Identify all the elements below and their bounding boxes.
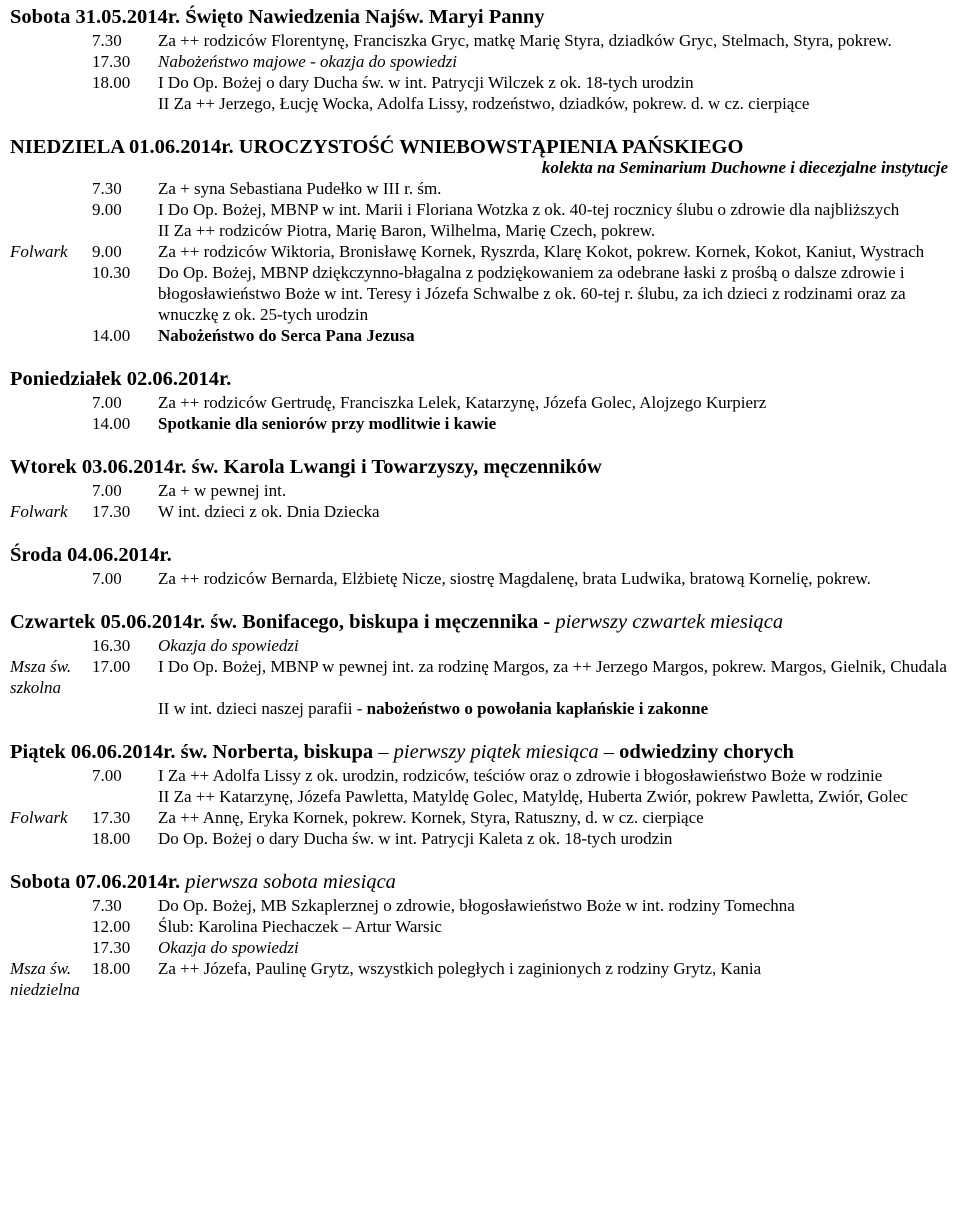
mass-time: 17.30 — [92, 52, 131, 71]
intention-text — [158, 916, 950, 937]
intention-part: nabożeństwo o powołania kapłańskie i zakonne — [366, 699, 709, 718]
schedule-row — [10, 178, 950, 199]
intention-text — [158, 635, 950, 656]
intention-text — [158, 413, 950, 434]
day-section — [10, 609, 950, 719]
day-header-part: pierwszy czwartek miesiąca — [555, 611, 784, 633]
intention-text — [158, 199, 950, 220]
day-header-part: NIEDZIELA 01.06.2014r. UROCZYSTOŚĆ WNIEBOWSTĄPIENIA PAŃSKIEGO — [10, 136, 744, 158]
location-label — [10, 635, 92, 656]
schedule-row — [10, 72, 950, 93]
schedule-row — [10, 807, 950, 828]
location-label — [10, 480, 92, 501]
day-header — [10, 739, 950, 765]
intention-text — [158, 480, 950, 501]
schedule-row — [10, 480, 950, 501]
schedule-row — [10, 656, 950, 698]
location-label — [10, 828, 92, 849]
intention-text — [158, 178, 950, 199]
intention-text — [158, 93, 950, 114]
day-section — [10, 739, 950, 849]
location-label — [10, 30, 92, 51]
intention-part: Za ++ rodziców Gertrudę, Franciszka Lelek, Katarzynę, Józefa Golec, Alojzego Kurpierz — [158, 393, 767, 412]
intention-part: - — [305, 52, 320, 71]
mass-time: 7.00 — [92, 393, 122, 412]
mass-time: 7.30 — [92, 179, 122, 198]
day-header — [10, 542, 950, 568]
intention-text — [158, 392, 950, 413]
location-label — [10, 262, 92, 325]
schedule-row — [10, 937, 950, 958]
day-header-part: Czwartek 05.06.2014r. św. Bonifacego, biskupa i męczennika - — [10, 611, 556, 633]
mass-time: 7.30 — [92, 896, 122, 915]
mass-time: 10.30 — [92, 263, 131, 282]
intention-part: W int. dzieci z ok. Dnia Dziecka — [158, 502, 380, 521]
intention-part: Za + w pewnej int. — [158, 481, 287, 500]
intention-text — [158, 895, 950, 916]
schedule-row — [10, 895, 950, 916]
intention-text — [158, 656, 950, 698]
day-section — [10, 869, 950, 1000]
day-header-part: Poniedziałek 02.06.2014r. — [10, 368, 232, 390]
intention-text — [158, 698, 950, 719]
intention-part: I Za ++ Adolfa Lissy z ok. urodzin, rodziców, teściów oraz o zdrowie i błogosławieństwo Boże w rodzinie — [158, 766, 883, 785]
schedule-row — [10, 501, 950, 522]
schedule-row — [10, 199, 950, 220]
intention-part: Ślub: Karolina Piechaczek – Artur Warsic — [158, 917, 442, 936]
mass-time: 9.00 — [92, 242, 122, 261]
schedule-row — [10, 325, 950, 346]
day-header-part: pierwsza sobota miesiąca — [185, 871, 396, 893]
schedule-row — [10, 262, 950, 325]
day-section — [10, 4, 950, 114]
location-label — [10, 765, 92, 786]
schedule-row — [10, 413, 950, 434]
location-label — [10, 51, 92, 72]
day-section — [10, 542, 950, 589]
mass-time: 7.00 — [92, 766, 122, 785]
mass-time: 17.30 — [92, 808, 131, 827]
day-header — [10, 366, 950, 392]
mass-time: 18.00 — [92, 73, 131, 92]
mass-time: 9.00 — [92, 200, 122, 219]
intention-text — [158, 72, 950, 93]
intention-text — [158, 828, 950, 849]
intention-text — [158, 807, 950, 828]
day-section — [10, 134, 950, 346]
mass-time: 17.30 — [92, 938, 131, 957]
schedule-row — [10, 93, 950, 114]
intention-part: okazja do spowiedzi — [319, 52, 457, 71]
schedule-row — [10, 220, 950, 241]
mass-time: 7.00 — [92, 569, 122, 588]
schedule-row — [10, 30, 950, 51]
schedule-row — [10, 392, 950, 413]
location-label: Folwark — [10, 242, 68, 261]
mass-time — [92, 220, 158, 241]
day-section — [10, 454, 950, 522]
day-header-part: Piątek 06.06.2014r. św. Norberta, biskupa — [10, 741, 379, 763]
intention-part: Za ++ Annę, Eryka Kornek, pokrew. Kornek, Styra, Ratuszny, d. w cz. cierpiące — [158, 808, 704, 827]
intention-part: I Do Op. Bożej, MBNP w pewnej int. za rodzinę Margos, za ++ Jerzego Margos, pokrew. Margos, Gielnik, Chudala — [158, 657, 947, 676]
intention-text — [158, 501, 950, 522]
location-label: Msza św. niedzielna — [10, 959, 80, 999]
schedule-row — [10, 765, 950, 786]
intention-part: I Do Op. Bożej, MBNP w int. Marii i Floriana Wotzka z ok. 40-tej rocznicy ślubu o zdrowie dla najbliższych — [158, 200, 900, 219]
schedule-row — [10, 916, 950, 937]
schedule-row — [10, 786, 950, 807]
location-label — [10, 178, 92, 199]
day-header — [10, 869, 950, 895]
intention-text — [158, 937, 950, 958]
intention-text — [158, 765, 950, 786]
location-label — [10, 895, 92, 916]
schedule-row — [10, 698, 950, 719]
mass-time: 14.00 — [92, 414, 131, 433]
intention-part: Spotkanie dla seniorów przy modlitwie i kawie — [158, 414, 497, 433]
intention-text — [158, 958, 950, 1000]
location-label — [10, 916, 92, 937]
location-label — [10, 199, 92, 220]
intention-part: Do Op. Bożej o dary Ducha św. w int. Patrycji Kaleta z ok. 18-tych urodzin — [158, 829, 673, 848]
intention-part: II w int. dzieci naszej parafii - — [158, 699, 367, 718]
intention-part: Za ++ rodziców Bernarda, Elżbietę Nicze, siostrę Magdalenę, brata Ludwika, bratową Kornelię, pokrew. — [158, 569, 871, 588]
intention-text — [158, 786, 950, 807]
day-header — [10, 4, 950, 30]
intention-part: Okazja do spowiedzi — [158, 636, 299, 655]
day-header-part: – pierwszy piątek miesiąca – — [378, 741, 614, 763]
schedule-row — [10, 958, 950, 1000]
location-label — [10, 72, 92, 93]
intention-text — [158, 325, 950, 346]
location-label — [10, 937, 92, 958]
location-label — [10, 93, 92, 114]
intention-part: I Do Op. Bożej o dary Ducha św. w int. Patrycji Wilczek z ok. 18-tych urodzin — [158, 73, 694, 92]
intention-part: Okazja do spowiedzi — [158, 938, 299, 957]
day-header-part: Środa 04.06.2014r. — [10, 544, 172, 566]
intention-part: II Za ++ Katarzynę, Józefa Pawletta, Matyldę Golec, Matyldę, Huberta Zwiór, pokrew Pawletta, Zwiór, Golec — [158, 787, 908, 806]
mass-time: 16.30 — [92, 636, 131, 655]
intention-part: Za ++ rodziców Florentynę, Franciszka Gryc, matkę Marię Styra, dziadków Gryc, Stelmach, Styra, pokrew. — [158, 31, 892, 50]
mass-time: 7.00 — [92, 481, 122, 500]
mass-time: 18.00 — [92, 829, 131, 848]
mass-time — [92, 93, 158, 114]
location-label — [10, 392, 92, 413]
intention-part: Za ++ Józefa, Paulinę Grytz, wszystkich poległych i zaginionych z rodziny Grytz, Kania — [158, 959, 762, 978]
schedule-row — [10, 568, 950, 589]
intention-part: II Za ++ Jerzego, Łucję Wocka, Adolfa Lissy, rodzeństwo, dziadków, pokrew. d. w cz. cierpiące — [158, 94, 810, 113]
intention-part: Nabożeństwo majowe — [158, 52, 306, 71]
collection-note: kolekta na Seminarium Duchowne i diecezjalne instytucje — [541, 158, 948, 177]
intention-part: Za + syna Sebastiana Pudełko w III r. śm. — [158, 179, 442, 198]
day-header-part: Sobota 31.05.2014r. Święto Nawiedzenia Najśw. Maryi Panny — [10, 6, 545, 28]
day-header — [10, 609, 950, 635]
location-label — [10, 786, 92, 807]
intention-part: Za ++ rodziców Wiktoria, Bronisławę Kornek, Ryszrda, Klarę Kokot, pokrew. Kornek, Kokot, Kaniut, Wystrach — [158, 242, 925, 261]
mass-time: 17.00 — [92, 657, 131, 676]
intention-text — [158, 262, 950, 325]
mass-time — [92, 698, 158, 719]
schedule-row — [10, 51, 950, 72]
day-header-part: Wtorek 03.06.2014r. św. Karola Lwangi i Towarzyszy, męczenników — [10, 456, 602, 478]
location-label — [10, 413, 92, 434]
intention-text — [158, 51, 950, 72]
mass-time — [92, 786, 158, 807]
mass-time: 7.30 — [92, 31, 122, 50]
mass-time: 14.00 — [92, 326, 131, 345]
location-label: Msza św. szkolna — [10, 657, 72, 697]
location-label — [10, 220, 92, 241]
intention-part: II Za ++ rodziców Piotra, Marię Baron, Wilhelma, Marię Czech, pokrew. — [158, 221, 656, 240]
intention-part: Nabożeństwo do Serca Pana Jezusa — [158, 326, 415, 345]
location-label — [10, 325, 92, 346]
schedule-row — [10, 635, 950, 656]
intention-part: Do Op. Bożej, MB Szkaplerznej o zdrowie, błogosławieństwo Boże w int. rodziny Tomechna — [158, 896, 795, 915]
schedule-row — [10, 241, 950, 262]
day-header-part: Sobota 07.06.2014r. — [10, 871, 186, 893]
location-label: Folwark — [10, 808, 68, 827]
mass-time: 12.00 — [92, 917, 131, 936]
day-header — [10, 454, 950, 480]
intention-text — [158, 568, 950, 589]
mass-time: 17.30 — [92, 502, 131, 521]
location-label — [10, 568, 92, 589]
intention-text — [158, 241, 950, 262]
location-label: Folwark — [10, 502, 68, 521]
day-header — [10, 134, 950, 160]
schedule-row — [10, 828, 950, 849]
intention-part: Do Op. Bożej, MBNP dziękczynno-błagalna z podziękowaniem za odebrane łaski z prośbą o dalsze zdrowie i błogosławieństwo Boże w int. Teresy i Józefa Schwalbe z ok. 60-tej r. ślubu, za ich dzieci z rodzinami oraz za wnuczkę z ok. 25-tych urodzin — [158, 263, 906, 324]
location-label — [10, 698, 92, 719]
day-header-part: odwiedziny chorych — [614, 741, 794, 763]
mass-time: 18.00 — [92, 959, 131, 978]
intention-text — [158, 30, 950, 51]
day-section — [10, 366, 950, 434]
intention-text — [158, 220, 950, 241]
